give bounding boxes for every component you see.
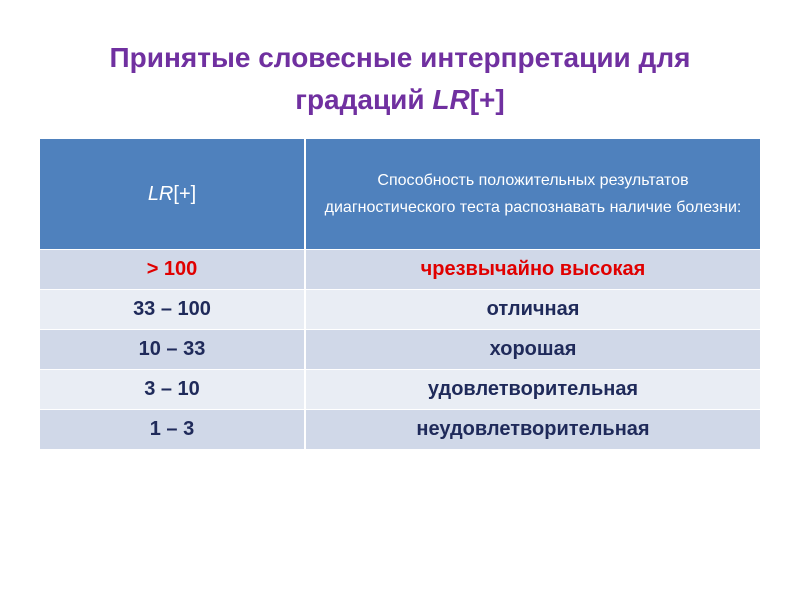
title-lr-suffix: [+]	[469, 84, 505, 115]
table-header-row	[40, 139, 760, 250]
row-interpretation: неудовлетворительная	[305, 410, 760, 450]
title-line-2-prefix: градаций	[295, 84, 433, 115]
table-row	[40, 370, 760, 410]
row-interpretation: хорошая	[305, 330, 760, 370]
title-lr-italic: LR	[432, 84, 470, 115]
slide-title	[40, 37, 760, 121]
table-row	[40, 330, 760, 370]
header-lr-italic: LR	[147, 182, 174, 205]
row-interpretation: отличная	[305, 290, 760, 330]
row-range: 33 – 100	[40, 290, 305, 330]
row-range: > 100	[40, 250, 305, 290]
row-interpretation: чрезвычайно высокая	[305, 250, 760, 290]
row-range: 3 – 10	[40, 370, 305, 410]
table-row	[40, 290, 760, 330]
row-range: 1 – 3	[40, 410, 305, 450]
lr-interpretation-table	[40, 139, 760, 449]
table-row	[40, 410, 760, 450]
row-range: 10 – 33	[40, 330, 305, 370]
header-lr	[40, 139, 305, 250]
header-lr-suffix: [+]	[173, 182, 197, 205]
table-row	[40, 250, 760, 290]
title-line-1: Принятые словесные интерпретации для	[109, 42, 691, 73]
header-ability: Способность положительных результатов диагностического теста распознавать наличие болезни:	[305, 139, 760, 250]
title-line-2	[40, 79, 760, 121]
row-interpretation: удовлетворительная	[305, 370, 760, 410]
